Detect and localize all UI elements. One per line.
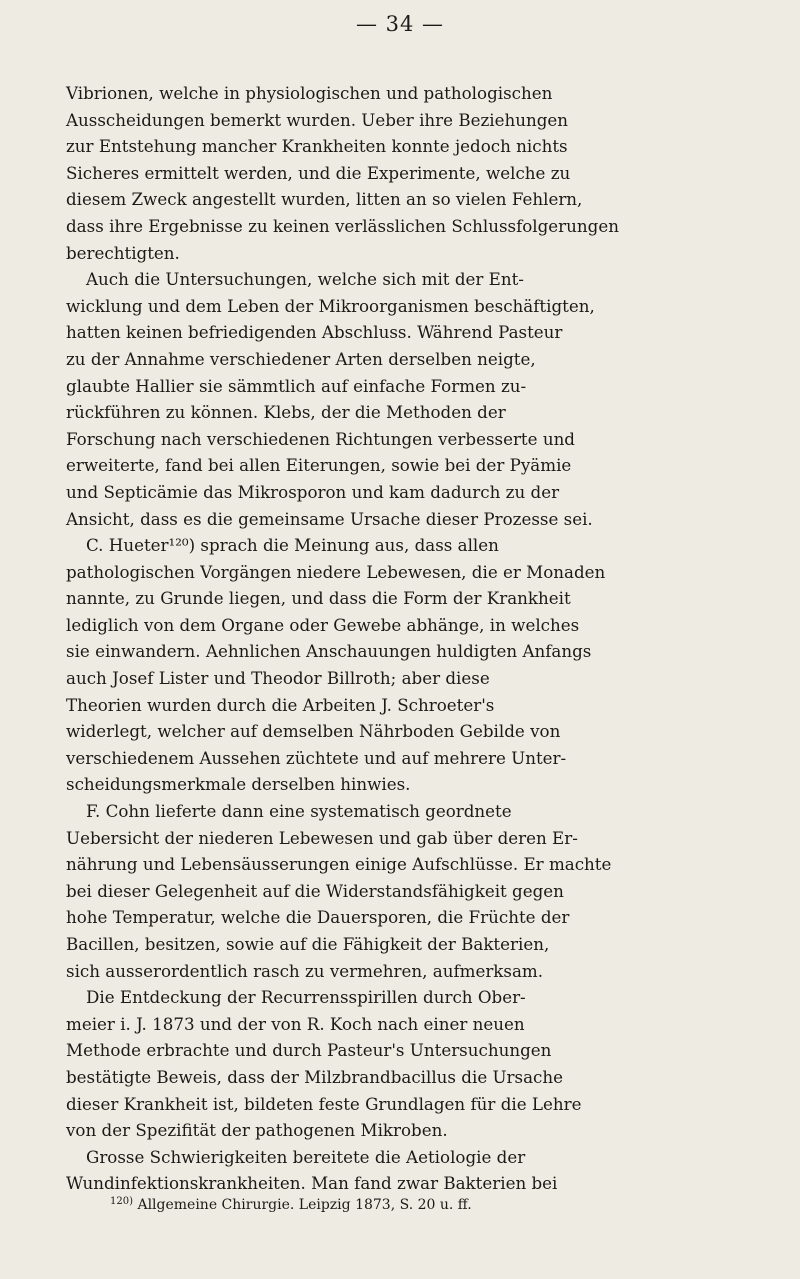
text-line: bestätigte Beweis, dass der Milzbrandbacillus die Ursache	[66, 1066, 564, 1087]
text-line: Grosse Schwierigkeiten bereitete die Aetiologie der	[86, 1146, 526, 1167]
text-line: widerlegt, welcher auf demselben Nährboden Gebilde von	[66, 721, 561, 742]
text-line: nannte, zu Grunde liegen, und dass die Form der Krankheit	[66, 588, 571, 609]
text-line: und Septicämie das Mikrosporon und kam dadurch zu der	[66, 481, 560, 502]
text-line: scheidungsmerkmale derselben hinwies.	[66, 774, 411, 795]
text-line: zur Entstehung mancher Krankheiten konnte jedoch nichts	[66, 136, 568, 157]
text-line: Methode erbrachte und durch Pasteur's Untersuchungen	[66, 1040, 552, 1061]
text-line: Sicheres ermittelt werden, und die Experimente, welche zu	[66, 162, 571, 183]
text-line: von der Spezifität der pathogenen Mikroben.	[66, 1120, 448, 1141]
text-line: Ansicht, dass es die gemeinsame Ursache dieser Prozesse sei.	[66, 508, 593, 529]
text-line: Die Entdeckung der Recurrensspirillen durch Ober-	[86, 987, 526, 1008]
text-line: dieser Krankheit ist, bildeten feste Grundlagen für die Lehre	[66, 1093, 582, 1114]
text-line: C. Hueter¹²⁰) sprach die Meinung aus, dass allen	[86, 535, 499, 556]
text-line: verschiedenem Aussehen züchtete und auf mehrere Unter-	[66, 747, 567, 768]
page-number: — 34 —	[355, 12, 445, 36]
text-line: wicklung und dem Leben der Mikroorganismen beschäftigten,	[66, 295, 595, 316]
text-line: Theorien wurden durch die Arbeiten J. Schroeter's	[66, 694, 495, 715]
text-line: berechtigten.	[66, 242, 180, 263]
text-line: dass ihre Ergebnisse zu keinen verlässlichen Schlussfolgerungen	[66, 215, 619, 236]
text-line: sich ausserordentlich rasch zu vermehren, aufmerksam.	[66, 960, 544, 981]
text-line: rückführen zu können. Klebs, der die Methoden der	[66, 402, 506, 423]
text-line: Auch die Untersuchungen, welche sich mit der Ent-	[86, 269, 524, 290]
text-line: hatten keinen befriedigenden Abschluss. Während Pasteur	[66, 322, 563, 343]
text-line: erweiterte, fand bei allen Eiterungen, sowie bei der Pyämie	[66, 455, 572, 476]
footnote-text: Allgemeine Chirurgie. Leipzig 1873, S. 20 u. ff.	[137, 1197, 472, 1213]
text-line: sie einwandern. Aehnlichen Anschauungen huldigten Anfangs	[66, 641, 592, 662]
text-line: Ausscheidungen bemerkt wurden. Ueber ihre Beziehungen	[66, 109, 569, 130]
footnote-marker: 120)	[110, 1196, 133, 1207]
text-line: Vibrionen, welche in physiologischen und pathologischen	[66, 83, 553, 103]
text-line: bei dieser Gelegenheit auf die Widerstandsfähigkeit gegen	[66, 880, 564, 901]
text-line: lediglich von dem Organe oder Gewebe abhänge, in welches	[66, 614, 580, 635]
text-line: Wundinfektionskrankheiten. Man fand zwar Bakterien bei	[66, 1173, 558, 1194]
footnote	[110, 1196, 472, 1213]
body-text	[66, 80, 726, 1197]
text-line: Forschung nach verschiedenen Richtungen verbesserte und	[66, 428, 575, 449]
text-line: auch Josef Lister und Theodor Billroth; aber diese	[66, 668, 490, 689]
text-line: diesem Zweck angestellt wurden, litten an so vielen Fehlern,	[66, 189, 583, 210]
text-line: hohe Temperatur, welche die Dauersporen, die Früchte der	[66, 907, 570, 928]
text-line: zu der Annahme verschiedener Arten derselben neigte,	[66, 348, 536, 369]
text-line: glaubte Hallier sie sämmtlich auf einfache Formen zu-	[66, 375, 527, 396]
text-line: Bacillen, besitzen, sowie auf die Fähigkeit der Bakterien,	[66, 934, 550, 954]
text-line: meier i. J. 1873 und der von R. Koch nach einer neuen	[66, 1013, 525, 1034]
text-line: nährung und Lebensäusserungen einige Aufschlüsse. Er machte	[66, 854, 612, 875]
text-line: F. Cohn lieferte dann eine systematisch geordnete	[86, 801, 512, 822]
text-line: Uebersicht der niederen Lebewesen und gab über deren Er-	[66, 827, 578, 848]
text-line: pathologischen Vorgängen niedere Lebewesen, die er Monaden	[66, 561, 606, 582]
